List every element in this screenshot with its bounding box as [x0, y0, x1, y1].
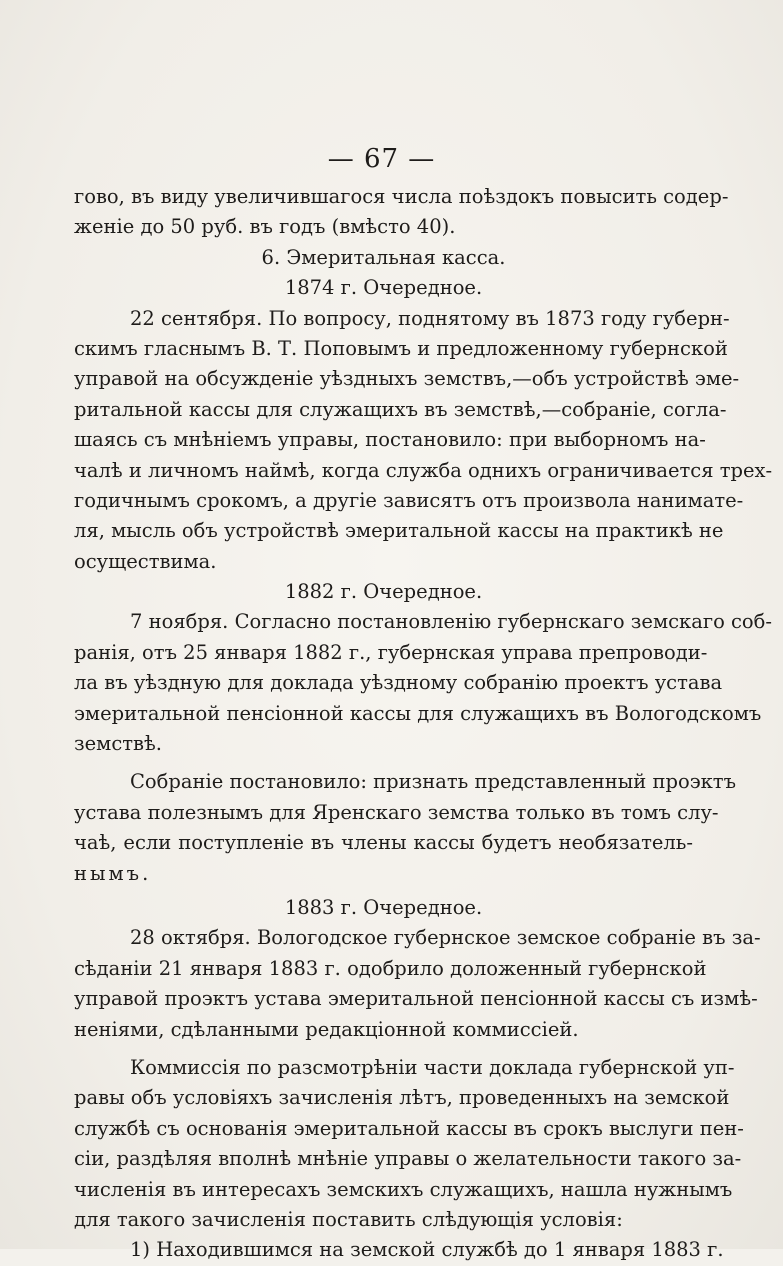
text-line: ритальной кассы для служащихъ въ земствѣ,—собраніе, согла- [74, 397, 727, 421]
text-line: нымъ. [74, 861, 152, 885]
text-line: 28 октября. Вологодское губернское земское собраніе въ за- [130, 926, 761, 950]
text-line: управой на обсужденіе уѣздныхъ земствъ,—объ устройствѣ эме- [74, 367, 740, 391]
text-line: для такого зачисленія поставить слѣдующія условія: [74, 1207, 623, 1231]
text-line: эмеритальной пенсіонной кассы для служащихъ въ Вологодскомъ [74, 701, 762, 725]
text-line: неніями, сдѣланными редакціонной коммиссіей. [74, 1017, 579, 1041]
year-heading: 1883 г. Очередное. [284, 895, 483, 919]
text-line: службѣ съ основанія эмеритальной кассы въ срокъ выслуги пен- [74, 1116, 744, 1140]
text-line: ля, мысль объ устройствѣ эмеритальной кассы на практикѣ не [74, 519, 724, 543]
text-line: женіе до 50 руб. въ годъ (вмѣсто 40). [74, 215, 456, 239]
text-line: ла въ уѣздную для доклада уѣздному собранію проектъ устава [74, 671, 723, 695]
text-line: численія въ интересахъ земскихъ служащихъ, нашла нужнымъ [74, 1177, 733, 1201]
text-line: 7 ноября. Согласно постановленію губернскаго земскаго соб- [130, 610, 772, 634]
text-line: сѣданіи 21 января 1883 г. одобрило доложенный губернской [74, 956, 707, 980]
text-line: гово, въ виду увеличившагося числа поѣздокъ повысить содер- [74, 185, 729, 208]
text-line: скимъ гласнымъ В. Т. Поповымъ и предложенному губернской [74, 336, 728, 360]
page-number: — 67 — [327, 144, 436, 174]
text-line: осуществима. [74, 549, 217, 573]
text-line: устава полезнымъ для Яренскаго земства только въ томъ слу- [74, 800, 719, 824]
text-line: чалѣ и личномъ наймѣ, когда служба однихъ ограничивается трех- [74, 458, 773, 482]
section-heading: 6. Эмеритальная касса. [261, 245, 506, 269]
text-line: управой проэктъ устава эмеритальной пенсіонной кассы съ измѣ- [74, 987, 758, 1011]
text-line: чаѣ, если поступленіе въ члены кассы будетъ необязатель- [74, 831, 693, 855]
text-line: равы объ условіяхъ зачисленія лѣтъ, проведенныхъ на земской [74, 1086, 730, 1110]
text-line: ранія, отъ 25 января 1882 г., губернская управа препроводи- [74, 640, 708, 664]
year-heading: 1874 г. Очередное. [284, 276, 483, 300]
year-heading: 1882 г. Очередное. [284, 580, 483, 604]
text-line: Собраніе постановило: признать представленный проэктъ [130, 770, 736, 794]
text-line: 1) Находившимся на земской службѣ до 1 января 1883 г. [130, 1238, 724, 1262]
text-line: сіи, раздѣляя вполнѣ мнѣніе управы о желательности такого за- [74, 1147, 742, 1171]
text-line: 22 сентября. По вопросу, поднятому въ 1873 году губерн- [130, 306, 730, 330]
page-text [74, 140, 773, 1266]
text-line: земствѣ. [74, 732, 162, 756]
text-line: годичнымъ срокомъ, а другіе зависятъ отъ произвола нанимате- [74, 488, 744, 512]
text-line: Коммиссія по разсмотрѣніи части доклада губернской уп- [130, 1055, 735, 1079]
text-line: шаясь съ мнѣніемъ управы, постановило: при выборномъ на- [74, 428, 706, 452]
